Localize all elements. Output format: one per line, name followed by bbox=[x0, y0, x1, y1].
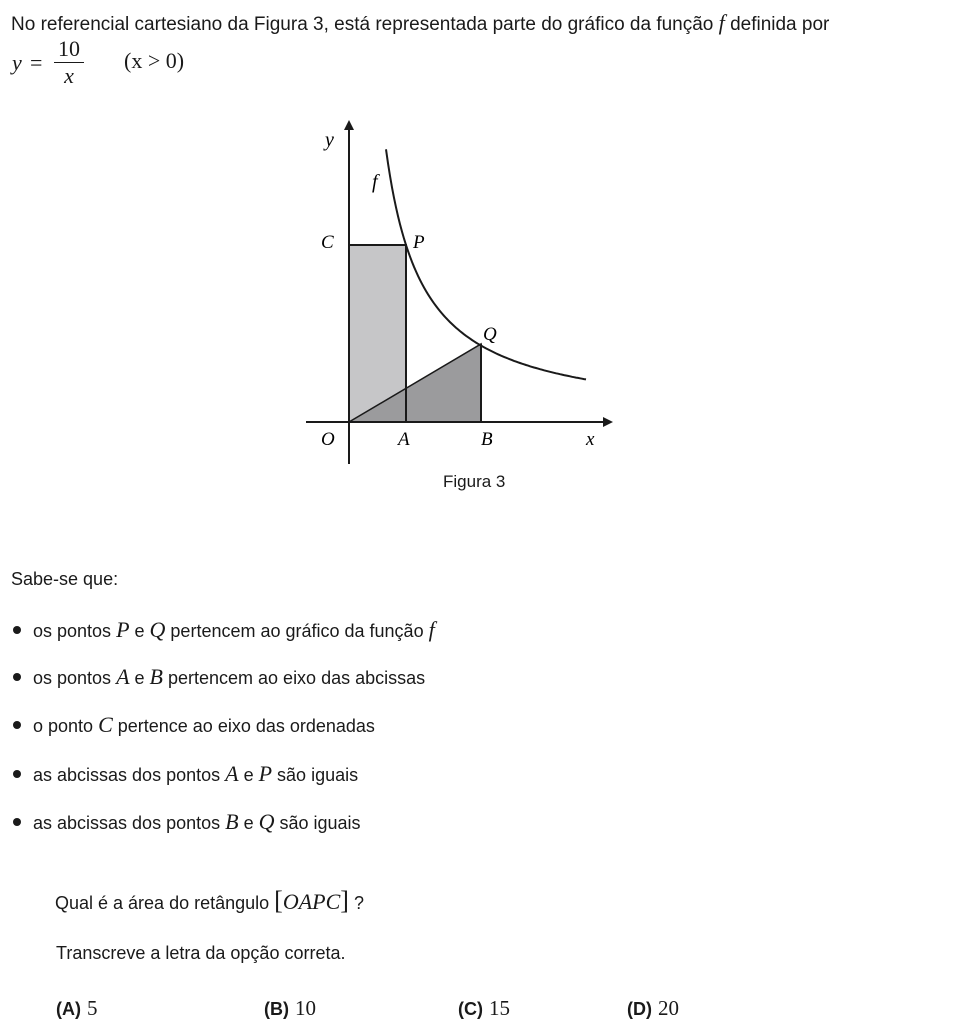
label-point-p: P bbox=[413, 232, 425, 253]
fact-text: pertence ao eixo das ordenadas bbox=[112, 716, 375, 736]
fact-item bbox=[13, 809, 361, 835]
facts-heading: Sabe-se que: bbox=[11, 569, 119, 589]
label-point-q: Q bbox=[483, 324, 497, 345]
intro-function-name: f bbox=[718, 10, 725, 35]
option-value: 10 bbox=[295, 996, 316, 1020]
option-a[interactable] bbox=[56, 996, 98, 1021]
fact-text: e bbox=[129, 621, 150, 641]
bullet-dot bbox=[13, 626, 21, 634]
bullet-dot bbox=[13, 770, 21, 778]
label-point-c: C bbox=[321, 232, 334, 253]
fact-item bbox=[13, 761, 358, 787]
question-mark: ? bbox=[353, 893, 364, 913]
math-symbol: P bbox=[258, 761, 273, 786]
fact-text: os pontos bbox=[33, 621, 117, 641]
fact-text: e bbox=[238, 813, 259, 833]
fact-text: o ponto bbox=[33, 716, 99, 736]
formula-equals: = bbox=[30, 50, 43, 75]
option-b[interactable] bbox=[264, 996, 316, 1021]
intro-text-after: definida por bbox=[730, 14, 830, 35]
intro-text-before: No referencial cartesiano da Figura 3, está representada parte do gráfico da função bbox=[11, 14, 714, 35]
formula-denominator: x bbox=[64, 63, 74, 88]
math-symbol: P bbox=[116, 617, 130, 642]
option-value: 20 bbox=[658, 996, 679, 1020]
option-d[interactable] bbox=[627, 996, 679, 1021]
math-symbol: Q bbox=[258, 809, 275, 834]
fact-text: são iguais bbox=[274, 813, 361, 833]
math-symbol: A bbox=[225, 761, 239, 786]
label-y-axis: y bbox=[325, 129, 334, 151]
option-label: (C) bbox=[458, 999, 483, 1019]
question-text bbox=[55, 886, 364, 916]
option-label: (B) bbox=[264, 999, 289, 1019]
math-symbol: B bbox=[149, 664, 163, 689]
fact-text: as abcissas dos pontos bbox=[33, 765, 226, 785]
fact-text: e bbox=[129, 668, 150, 688]
math-symbol: A bbox=[116, 664, 130, 689]
option-value: 15 bbox=[489, 996, 510, 1020]
question-body: Qual é a área do retângulo bbox=[55, 893, 270, 913]
question-open-bracket: [ bbox=[274, 886, 283, 915]
label-point-a: A bbox=[398, 429, 410, 450]
bullet-dot bbox=[13, 818, 21, 826]
option-c[interactable] bbox=[458, 996, 510, 1021]
fact-text: as abcissas dos pontos bbox=[33, 813, 226, 833]
formula-numerator: 10 bbox=[58, 36, 80, 61]
math-symbol: f bbox=[428, 617, 435, 642]
formula-lhs: y bbox=[12, 50, 22, 75]
formula-condition: (x > 0) bbox=[124, 48, 185, 73]
option-value: 5 bbox=[87, 996, 98, 1020]
option-label: (D) bbox=[627, 999, 652, 1019]
fact-text: pertencem ao gráfico da função bbox=[165, 621, 429, 641]
fact-text: os pontos bbox=[33, 668, 117, 688]
fact-text: são iguais bbox=[272, 765, 359, 785]
instruction-text: Transcreve a letra da opção correta. bbox=[56, 943, 346, 963]
math-symbol: C bbox=[98, 712, 113, 737]
fact-item bbox=[13, 617, 435, 643]
figure-caption: Figura 3 bbox=[443, 472, 506, 491]
label-curve-f: f bbox=[372, 171, 378, 193]
fact-item bbox=[13, 664, 425, 690]
question-close-bracket: ] bbox=[340, 886, 349, 915]
question-shape: OAPC bbox=[282, 889, 341, 914]
fact-text: e bbox=[238, 765, 259, 785]
label-origin-o: O bbox=[321, 429, 335, 450]
option-label: (A) bbox=[56, 999, 81, 1019]
bullet-dot bbox=[13, 673, 21, 681]
math-symbol: B bbox=[225, 809, 239, 834]
fact-text: pertencem ao eixo das abcissas bbox=[162, 668, 426, 688]
math-symbol: Q bbox=[149, 617, 166, 642]
label-x-axis: x bbox=[586, 429, 595, 450]
label-point-b: B bbox=[481, 429, 493, 450]
fact-item bbox=[13, 712, 375, 738]
bullet-dot bbox=[13, 721, 21, 729]
